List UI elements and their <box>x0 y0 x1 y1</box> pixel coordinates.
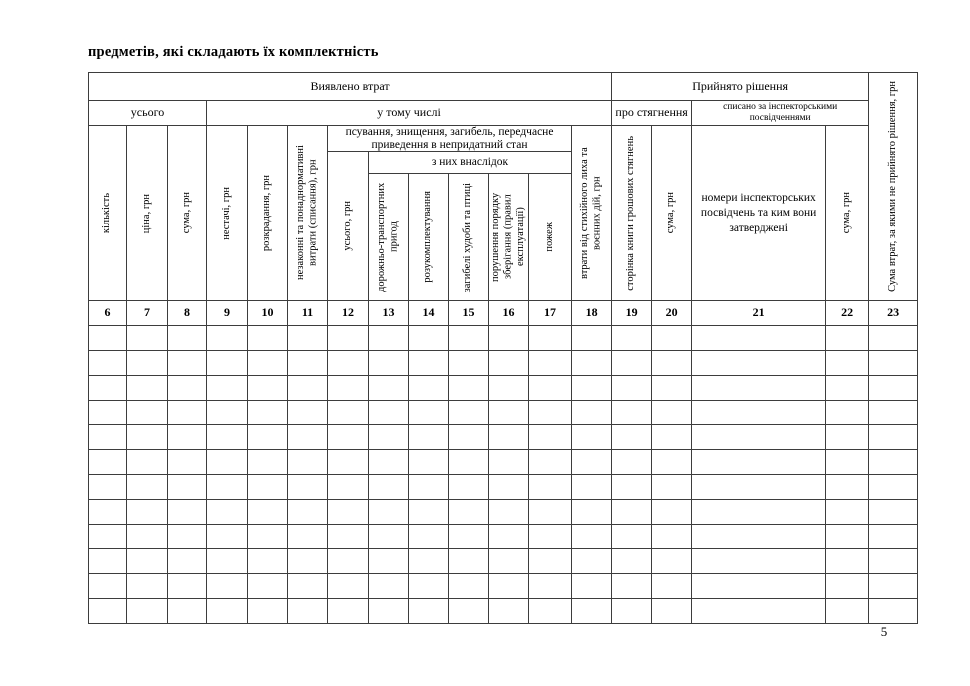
header-including: у тому числі <box>207 101 612 126</box>
header-col18-disaster-losses <box>572 126 612 301</box>
empty-cell <box>869 599 918 624</box>
empty-cell <box>127 499 168 524</box>
empty-cell <box>869 326 918 351</box>
empty-cell <box>529 326 572 351</box>
empty-cell <box>652 400 692 425</box>
empty-cell <box>529 524 572 549</box>
empty-cell <box>826 351 869 376</box>
empty-cell <box>288 326 328 351</box>
header-col12-total <box>328 152 369 301</box>
empty-cell <box>89 351 127 376</box>
empty-cell <box>207 475 248 500</box>
column-number: 10 <box>248 301 288 326</box>
empty-cell <box>168 375 207 400</box>
header-col8-sum <box>168 126 207 301</box>
empty-cell <box>869 400 918 425</box>
col16-label: порушення порядку зберігання (правил експлуатації) <box>489 192 526 282</box>
empty-cell <box>612 524 652 549</box>
empty-cell <box>826 400 869 425</box>
empty-cell <box>127 425 168 450</box>
empty-data-row <box>89 499 918 524</box>
empty-cell <box>572 524 612 549</box>
empty-cell <box>207 524 248 549</box>
empty-cell <box>612 425 652 450</box>
empty-cell <box>288 499 328 524</box>
empty-cell <box>328 375 369 400</box>
header-col10-theft <box>248 126 288 301</box>
empty-cell <box>288 524 328 549</box>
empty-data-row <box>89 574 918 599</box>
empty-cell <box>572 499 612 524</box>
empty-cell <box>869 450 918 475</box>
empty-cell <box>89 475 127 500</box>
empty-cell <box>529 425 572 450</box>
col13-label: дорожньо-транспортних пригод <box>376 182 400 292</box>
empty-cell <box>168 450 207 475</box>
empty-cell <box>248 549 288 574</box>
empty-data-row <box>89 450 918 475</box>
header-decision-made: Прийнято рішення <box>612 73 869 101</box>
empty-cell <box>826 326 869 351</box>
empty-data-row <box>89 375 918 400</box>
empty-cell <box>248 524 288 549</box>
empty-cell <box>89 599 127 624</box>
empty-cell <box>572 599 612 624</box>
column-number: 11 <box>288 301 328 326</box>
page-number: 5 <box>880 624 888 639</box>
empty-cell <box>489 549 529 574</box>
empty-cell <box>409 475 449 500</box>
empty-cell <box>89 375 127 400</box>
empty-cell <box>168 524 207 549</box>
empty-cell <box>328 599 369 624</box>
col17-label: пожеж <box>543 222 555 253</box>
header-on-recovery: про стягнення <box>612 101 692 126</box>
col11-label: незаконні та понаднормативні витрати (списання), грн <box>295 145 319 281</box>
empty-cell <box>89 524 127 549</box>
empty-cell <box>328 351 369 376</box>
empty-cell <box>168 574 207 599</box>
empty-cell <box>869 499 918 524</box>
empty-cell <box>409 375 449 400</box>
empty-cell <box>207 375 248 400</box>
empty-cell <box>826 375 869 400</box>
empty-cell <box>572 450 612 475</box>
empty-data-row <box>89 524 918 549</box>
col18-label: втрати від стихійного лиха та воєнних дій, грн <box>579 147 603 280</box>
empty-cell <box>529 599 572 624</box>
col8-label: сума, грн <box>180 192 192 234</box>
empty-cell <box>489 375 529 400</box>
empty-cell <box>328 326 369 351</box>
empty-cell <box>529 499 572 524</box>
empty-cell <box>449 326 489 351</box>
table-body <box>89 326 918 624</box>
empty-cell <box>168 599 207 624</box>
empty-cell <box>572 425 612 450</box>
column-number: 6 <box>89 301 127 326</box>
empty-cell <box>652 574 692 599</box>
empty-cell <box>168 549 207 574</box>
column-number: 8 <box>168 301 207 326</box>
column-number: 17 <box>529 301 572 326</box>
empty-cell <box>369 574 409 599</box>
empty-cell <box>612 475 652 500</box>
empty-cell <box>572 351 612 376</box>
empty-cell <box>127 450 168 475</box>
column-number: 12 <box>328 301 369 326</box>
empty-cell <box>248 326 288 351</box>
empty-cell <box>826 475 869 500</box>
empty-cell <box>489 574 529 599</box>
empty-cell <box>127 524 168 549</box>
empty-cell <box>127 375 168 400</box>
empty-cell <box>207 549 248 574</box>
empty-cell <box>248 375 288 400</box>
table-header <box>89 73 918 326</box>
empty-cell <box>89 450 127 475</box>
empty-cell <box>127 400 168 425</box>
empty-cell <box>248 400 288 425</box>
empty-cell <box>89 574 127 599</box>
col7-label: ціна, грн <box>140 193 152 233</box>
empty-cell <box>207 326 248 351</box>
col12-label: усього, грн <box>341 201 353 252</box>
empty-cell <box>127 475 168 500</box>
empty-cell <box>449 549 489 574</box>
empty-cell <box>826 549 869 574</box>
empty-cell <box>409 425 449 450</box>
empty-cell <box>168 351 207 376</box>
col19-label: сторінка книги грошових стягнень <box>625 135 637 291</box>
empty-cell <box>89 499 127 524</box>
empty-cell <box>369 524 409 549</box>
empty-cell <box>449 599 489 624</box>
header-detected-losses: Виявлено втрат <box>89 73 612 101</box>
empty-cell <box>449 475 489 500</box>
column-number: 16 <box>489 301 529 326</box>
empty-cell <box>869 425 918 450</box>
empty-cell <box>572 400 612 425</box>
header-damage-destruction: псування, знищення, загибель, передчасне приведення в непридатний стан <box>328 126 572 152</box>
empty-cell <box>612 574 652 599</box>
header-col19-ledger-page <box>612 126 652 301</box>
empty-cell <box>207 425 248 450</box>
column-number: 15 <box>449 301 489 326</box>
empty-cell <box>288 549 328 574</box>
empty-cell <box>288 574 328 599</box>
empty-cell <box>328 549 369 574</box>
empty-cell <box>692 475 826 500</box>
empty-cell <box>168 326 207 351</box>
header-col16-storage-violation <box>489 174 529 301</box>
empty-cell <box>207 351 248 376</box>
empty-cell <box>409 524 449 549</box>
empty-cell <box>449 375 489 400</box>
empty-cell <box>612 450 652 475</box>
empty-cell <box>409 450 449 475</box>
empty-cell <box>288 475 328 500</box>
empty-cell <box>826 574 869 599</box>
empty-cell <box>207 450 248 475</box>
header-row-2 <box>89 101 918 126</box>
empty-cell <box>692 524 826 549</box>
empty-cell <box>869 475 918 500</box>
empty-cell <box>489 524 529 549</box>
empty-cell <box>529 549 572 574</box>
header-col14-disassembly <box>409 174 449 301</box>
empty-cell <box>409 400 449 425</box>
empty-cell <box>449 574 489 599</box>
col20-label: сума, грн <box>665 192 677 234</box>
column-number: 19 <box>612 301 652 326</box>
empty-cell <box>409 326 449 351</box>
empty-cell <box>826 599 869 624</box>
col10-label: розкрадання, грн <box>261 175 273 252</box>
empty-cell <box>248 450 288 475</box>
empty-data-row <box>89 400 918 425</box>
empty-cell <box>612 599 652 624</box>
empty-cell <box>288 425 328 450</box>
column-number: 20 <box>652 301 692 326</box>
empty-cell <box>572 475 612 500</box>
empty-data-row <box>89 549 918 574</box>
empty-cell <box>328 475 369 500</box>
col22-label: сума, грн <box>840 192 852 234</box>
empty-cell <box>369 400 409 425</box>
empty-cell <box>89 425 127 450</box>
empty-cell <box>692 574 826 599</box>
header-col22-sum <box>826 126 869 301</box>
empty-cell <box>89 326 127 351</box>
empty-cell <box>692 499 826 524</box>
empty-cell <box>489 351 529 376</box>
empty-cell <box>168 499 207 524</box>
empty-cell <box>207 499 248 524</box>
empty-cell <box>288 599 328 624</box>
empty-cell <box>652 524 692 549</box>
empty-cell <box>652 499 692 524</box>
empty-cell <box>692 599 826 624</box>
empty-cell <box>652 326 692 351</box>
column-number: 18 <box>572 301 612 326</box>
empty-cell <box>328 425 369 450</box>
empty-cell <box>826 524 869 549</box>
empty-cell <box>409 574 449 599</box>
losses-form-table <box>88 72 918 624</box>
col9-label: нестачі, грн <box>220 186 232 240</box>
header-row-3 <box>89 126 918 152</box>
empty-cell <box>489 326 529 351</box>
empty-data-row <box>89 326 918 351</box>
empty-cell <box>449 400 489 425</box>
empty-cell <box>692 326 826 351</box>
empty-cell <box>248 425 288 450</box>
empty-cell <box>248 599 288 624</box>
column-number: 9 <box>207 301 248 326</box>
empty-cell <box>652 549 692 574</box>
empty-data-row <box>89 351 918 376</box>
empty-cell <box>826 499 869 524</box>
header-col11-illegal-expenses <box>288 126 328 301</box>
empty-cell <box>612 499 652 524</box>
empty-cell <box>288 400 328 425</box>
header-col23-sum-no-decision <box>869 73 918 301</box>
empty-cell <box>248 351 288 376</box>
empty-cell <box>869 351 918 376</box>
empty-cell <box>449 524 489 549</box>
header-col17-fires <box>529 174 572 301</box>
header-of-which-due-to: з них внаслідок <box>369 152 572 174</box>
empty-cell <box>288 450 328 475</box>
empty-cell <box>328 574 369 599</box>
empty-cell <box>489 599 529 624</box>
empty-cell <box>529 450 572 475</box>
empty-cell <box>168 475 207 500</box>
empty-cell <box>207 400 248 425</box>
empty-cell <box>369 475 409 500</box>
empty-cell <box>89 549 127 574</box>
column-number: 7 <box>127 301 168 326</box>
empty-cell <box>612 375 652 400</box>
column-number: 21 <box>692 301 826 326</box>
empty-cell <box>168 425 207 450</box>
empty-cell <box>207 599 248 624</box>
empty-cell <box>369 326 409 351</box>
empty-cell <box>248 574 288 599</box>
empty-cell <box>572 574 612 599</box>
empty-data-row <box>89 475 918 500</box>
empty-cell <box>529 475 572 500</box>
empty-cell <box>489 400 529 425</box>
empty-cell <box>248 475 288 500</box>
header-col13-road-accidents <box>369 174 409 301</box>
empty-cell <box>529 574 572 599</box>
empty-cell <box>248 499 288 524</box>
empty-cell <box>652 475 692 500</box>
empty-cell <box>489 475 529 500</box>
empty-cell <box>869 574 918 599</box>
empty-cell <box>529 351 572 376</box>
empty-cell <box>207 574 248 599</box>
empty-cell <box>288 375 328 400</box>
empty-cell <box>652 351 692 376</box>
empty-cell <box>127 574 168 599</box>
empty-cell <box>692 351 826 376</box>
empty-cell <box>572 326 612 351</box>
column-number: 13 <box>369 301 409 326</box>
header-col6-quantity <box>89 126 127 301</box>
empty-cell <box>369 425 409 450</box>
column-number: 14 <box>409 301 449 326</box>
empty-cell <box>449 351 489 376</box>
page-title: предметів, які складають їх комплектність <box>88 44 379 60</box>
header-col9-shortages <box>207 126 248 301</box>
empty-cell <box>168 400 207 425</box>
header-total: усього <box>89 101 207 126</box>
empty-cell <box>409 351 449 376</box>
empty-cell <box>328 524 369 549</box>
empty-cell <box>369 499 409 524</box>
empty-cell <box>127 326 168 351</box>
empty-cell <box>409 599 449 624</box>
empty-cell <box>328 499 369 524</box>
empty-cell <box>489 499 529 524</box>
empty-cell <box>127 351 168 376</box>
empty-data-row <box>89 599 918 624</box>
empty-cell <box>692 549 826 574</box>
empty-cell <box>826 425 869 450</box>
col14-label: розукомплектування <box>422 191 434 284</box>
empty-cell <box>692 375 826 400</box>
empty-cell <box>328 450 369 475</box>
empty-cell <box>572 549 612 574</box>
empty-cell <box>449 499 489 524</box>
header-col7-price <box>127 126 168 301</box>
header-col15-livestock-death <box>449 174 489 301</box>
empty-cell <box>612 400 652 425</box>
empty-cell <box>127 549 168 574</box>
empty-cell <box>328 400 369 425</box>
empty-cell <box>369 351 409 376</box>
empty-cell <box>869 549 918 574</box>
empty-cell <box>652 599 692 624</box>
empty-cell <box>652 375 692 400</box>
column-number: 22 <box>826 301 869 326</box>
header-row-1 <box>89 73 918 101</box>
empty-cell <box>369 549 409 574</box>
empty-cell <box>692 400 826 425</box>
empty-cell <box>612 351 652 376</box>
empty-cell <box>369 450 409 475</box>
empty-cell <box>529 400 572 425</box>
empty-cell <box>409 549 449 574</box>
empty-cell <box>869 375 918 400</box>
empty-cell <box>869 524 918 549</box>
empty-cell <box>449 425 489 450</box>
empty-cell <box>489 425 529 450</box>
empty-cell <box>409 499 449 524</box>
empty-cell <box>652 450 692 475</box>
empty-cell <box>612 326 652 351</box>
empty-cell <box>652 425 692 450</box>
empty-cell <box>369 599 409 624</box>
empty-cell <box>127 599 168 624</box>
empty-cell <box>826 450 869 475</box>
empty-cell <box>572 375 612 400</box>
header-col20-sum <box>652 126 692 301</box>
column-number: 23 <box>869 301 918 326</box>
column-numbers-row <box>89 301 918 326</box>
empty-cell <box>692 425 826 450</box>
header-col21-inspector-certificates: номери інспекторських посвідчень та ким вони затверджені <box>692 126 826 301</box>
col15-label: загибелі худоби та птиці <box>462 182 474 292</box>
empty-cell <box>288 351 328 376</box>
header-written-off: списано за інспекторськими посвідченнями <box>692 101 869 126</box>
empty-cell <box>89 400 127 425</box>
col6-label: кількість <box>101 193 113 234</box>
empty-cell <box>612 549 652 574</box>
empty-cell <box>369 375 409 400</box>
empty-cell <box>529 375 572 400</box>
empty-cell <box>449 450 489 475</box>
empty-data-row <box>89 425 918 450</box>
empty-cell <box>489 450 529 475</box>
col23-label: Сума втрат, за якими не прийнято рішення, грн <box>886 81 898 293</box>
empty-cell <box>692 450 826 475</box>
